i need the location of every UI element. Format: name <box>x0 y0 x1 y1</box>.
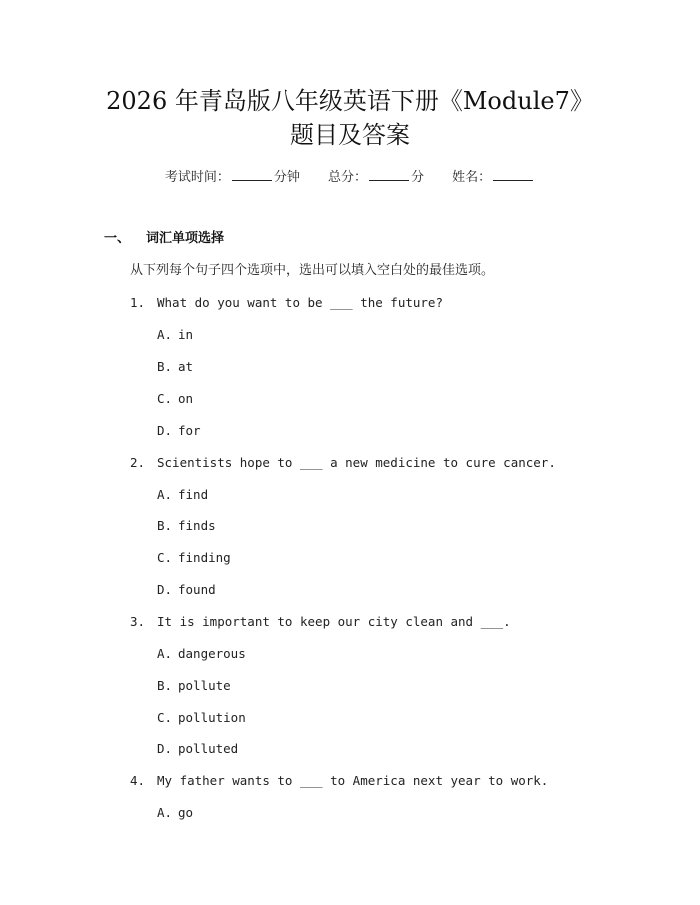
question-3-option-c <box>157 708 246 728</box>
option-label: A. <box>157 327 173 342</box>
student-name-label: 姓名： <box>452 170 492 185</box>
exam-time-field <box>165 168 300 188</box>
option-text: dangerous <box>178 646 246 661</box>
question-1-option-b <box>157 357 193 377</box>
exam-time-label: 考试时间： <box>164 170 230 185</box>
question-3-option-d <box>157 739 238 759</box>
question-2 <box>130 453 556 473</box>
exam-info-bar <box>0 168 700 188</box>
option-label: B. <box>157 359 173 374</box>
document-title-line-2: 题目及答案 <box>290 121 410 149</box>
question-2-option-d <box>157 580 216 600</box>
section-heading <box>104 229 224 249</box>
option-text: finding <box>178 550 231 565</box>
option-label: D. <box>157 582 173 597</box>
question-3-option-b <box>157 676 231 696</box>
question-number: 3. <box>130 614 146 629</box>
question-4-option-a <box>157 803 193 823</box>
option-text: in <box>178 327 194 342</box>
option-text: found <box>178 582 216 597</box>
option-text: polluted <box>178 741 239 756</box>
student-name-field <box>452 168 535 188</box>
option-label: D. <box>157 423 173 438</box>
total-score-blank <box>369 168 409 181</box>
question-1-option-a <box>157 325 193 345</box>
section-instruction: 从下列每个句子四个选项中，选出可以填入空白处的最佳选项。 <box>130 263 495 278</box>
question-text: Scientists hope to ___ a new medicine to cure cancer. <box>157 455 556 470</box>
question-4 <box>130 771 548 791</box>
option-text: at <box>178 359 194 374</box>
section-title: 词汇单项选择 <box>146 231 225 246</box>
question-text: My father wants to ___ to America next year to work. <box>157 773 549 788</box>
question-3 <box>130 612 511 632</box>
question-number: 4. <box>130 773 146 788</box>
option-text: find <box>178 487 209 502</box>
exam-time-unit: 分钟 <box>273 170 300 185</box>
total-score-field <box>328 168 424 188</box>
option-label: C. <box>157 550 173 565</box>
question-number: 1. <box>130 295 146 310</box>
question-text: What do you want to be ___ the future? <box>157 295 443 310</box>
option-label: C. <box>157 710 173 725</box>
question-1 <box>130 293 443 313</box>
option-label: D. <box>157 741 173 756</box>
option-text: pollute <box>178 678 231 693</box>
question-2-option-c <box>157 548 231 568</box>
question-3-option-a <box>157 644 246 664</box>
option-text: finds <box>178 518 216 533</box>
question-2-option-b <box>157 516 216 536</box>
option-label: A. <box>157 646 173 661</box>
section-number: 一、 <box>104 231 131 246</box>
student-name-blank <box>493 168 533 181</box>
option-text: for <box>178 423 201 438</box>
option-text: pollution <box>178 710 246 725</box>
option-label: B. <box>157 518 173 533</box>
total-score-label: 总分： <box>327 170 367 185</box>
option-text: go <box>178 805 194 820</box>
option-label: B. <box>157 678 173 693</box>
question-1-option-c <box>157 389 193 409</box>
exam-time-blank <box>232 168 272 181</box>
question-2-option-a <box>157 485 208 505</box>
option-text: on <box>178 391 194 406</box>
question-text: It is important to keep our city clean and ___. <box>157 614 511 629</box>
option-label: C. <box>157 391 173 406</box>
total-score-unit: 分 <box>411 170 425 185</box>
option-label: A. <box>157 805 173 820</box>
question-1-option-d <box>157 421 201 441</box>
option-label: A. <box>157 487 173 502</box>
question-number: 2. <box>130 455 146 470</box>
document-title-line-1: 2026 年青岛版八年级英语下册《Module7》 <box>106 87 594 115</box>
